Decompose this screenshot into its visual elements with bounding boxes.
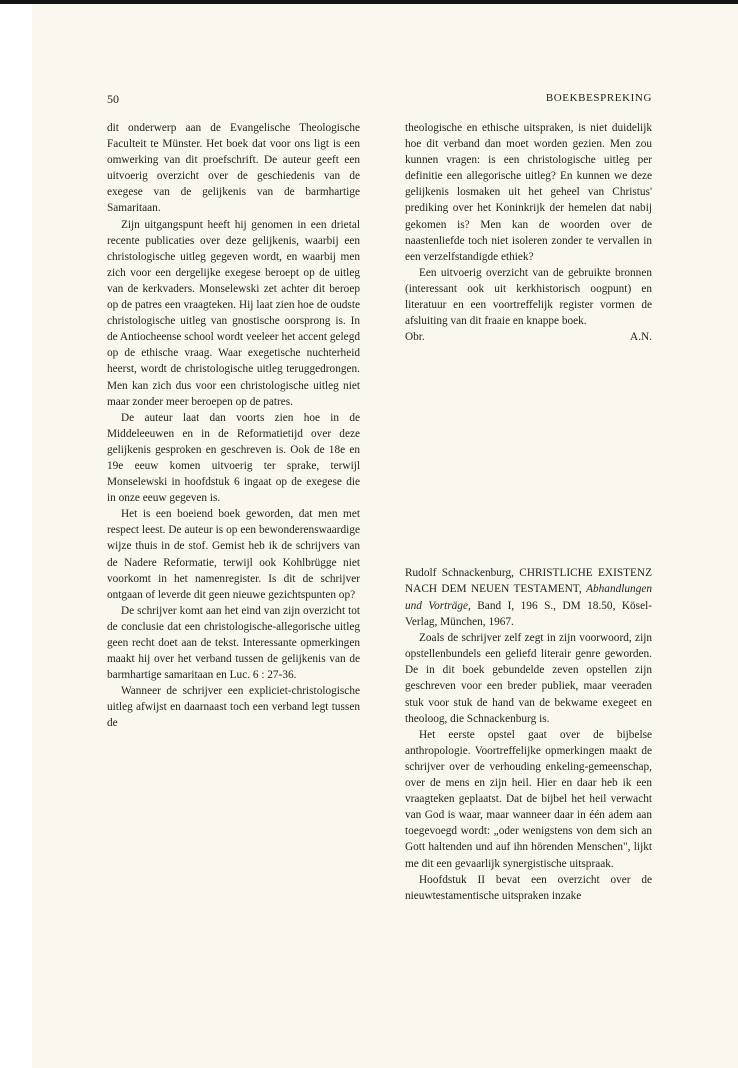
paragraph: Hoofdstuk II bevat een overzicht over de nieuwtestamentische uitspraken inzake bbox=[405, 873, 652, 902]
review-signoff bbox=[405, 329, 652, 345]
paragraph: De schrijver komt aan het eind van zijn overzicht tot de conclusie dat een christologische-allegorische uitleg geen recht doet aan de tekst. Interessante opmerkingen maakt hij over het verband tussen de gelijkenis van de barmhartige samaritaan en Luc. 6 : 27-36. bbox=[107, 604, 360, 682]
paragraph: De auteur laat dan voorts zien hoe in de Middeleeuwen en in de Reformatietijd over deze gelijkenis gesproken en geschreven is. Ook de 18e en 19e eeuw komen uitvoerig ter sprake, terwijl Monselewski in hoofdstuk 6 ingaat op de exegese die in onze eeuw gegeven is. bbox=[107, 411, 360, 505]
signoff-place: Obr. bbox=[405, 331, 425, 344]
left-column bbox=[107, 120, 360, 732]
paragraph: Zijn uitgangspunt heeft hij genomen in een drietal recente publicaties over deze gelijkenis, waarbij een christologische uitleg gegeven wordt, en waarbij men zich voor een dergelijke exegese beroept op de uitleg van de kerkvaders. Monselewski zet achter dit beroep op de patres een vraagteken. Hij laat zien hoe de oudste christologische uitleg van gnostische oorsprong is. In de Antiocheense school wordt veeleer het accent gelegd op de ethische vraag. Waar exegetische nuchterheid heerst, wordt de christologische uitleg teruggedrongen. Men kan zich dus voor een christologische uitleg niet maar zonder meer beroepen op de patres. bbox=[107, 218, 360, 408]
paragraph: dit onderwerp aan de Evangelische Theologische Faculteit te Münster. Het boek dat voor ons ligt is een omwerking van dit proefschrift. De auteur geeft een uitvoerig overzicht over de geschiedenis van de exegese van de gelijkenis van de barmhartige Samaritaan. bbox=[107, 122, 360, 215]
right-column-bottom bbox=[405, 565, 652, 904]
paragraph: Een uitvoerig overzicht van de gebruikte bronnen (interessant ook uit kerkhistorisch oogpunt) en literatuur en een voortreffelijk register vormen de afsluiting van dit fraaie en knappe boek. bbox=[405, 266, 652, 328]
paragraph: theologische en ethische uitspraken, is niet duidelijk hoe dit verband dan moet worden gezien. Men zou kunnen vragen: is een christologische uitleg per definitie een allegorische uitleg? En kunnen we deze gelijkenis losmaken uit het geheel van Christus' prediking over het Koninkrijk der hemelen dat nabij gekomen is? Men kan de woorden over de naastenliefde toch niet isoleren zonder te vervallen in een verzelfstandigde ethiek? bbox=[405, 122, 652, 263]
paragraph: Het is een boeiend boek geworden, dat men met respect leest. De auteur is op een bewonderenswaardige wijze thuis in de stof. Gemist heb ik de schrijvers van de Nadere Reformatie, terwijl ook Kohlbrügge niet voorkomt in het namenregister. Is dit de schrijver ontgaan of leverde dit geen nieuwe gezichtspunten op? bbox=[107, 508, 360, 601]
paragraph: Zoals de schrijver zelf zegt in zijn voorwoord, zijn opstellenbundels een geliefd literair genre geworden. De in dit boek gebundelde zeven opstellen zijn geschreven voor een breder publiek, maar veeraden stuk voor stuk de hand van de bekwame exegeet en theoloog, die Schnackenburg is. bbox=[405, 632, 652, 725]
paragraph: Wanneer de schrijver een expliciet-christologische uitleg afwijst en daarnaast toch een verband legt tussen de bbox=[107, 685, 360, 730]
signoff-author: A.N. bbox=[630, 331, 652, 344]
right-column-top bbox=[405, 120, 652, 345]
book-citation bbox=[405, 565, 652, 630]
page-number: 50 bbox=[107, 92, 119, 106]
citation-details: Band I, 196 S., DM 18.50, Kösel-Verlag, München, 1967. bbox=[405, 599, 652, 628]
citation-text: Rudolf Schnackenburg, CHRISTLICHE EXISTENZ NACH DEM NEUEN TESTAMENT, bbox=[405, 567, 652, 596]
paragraph: Het eerste opstel gaat over de bijbelse anthropologie. Voortreffelijke opmerkingen maakt de schrijver over de verhouding enkeling-gemeenschap, over de mens en zijn heil. Hier en daar heb ik een vraagteken geplaatst. Dat de bijbel het heil verwacht van God is waar, maar wanneer daar in één adem aan toegevoegd wordt: „oder wenigstens von dem sich an Gott haltenden und auf ihn hörenden Menschen", lijkt me dit een gevaarlijk synergistische uitspraak. bbox=[405, 728, 652, 870]
running-header: BOEKBESPREKING bbox=[545, 92, 652, 104]
citation-series: Abhandlungen und Vorträge, bbox=[405, 583, 652, 612]
